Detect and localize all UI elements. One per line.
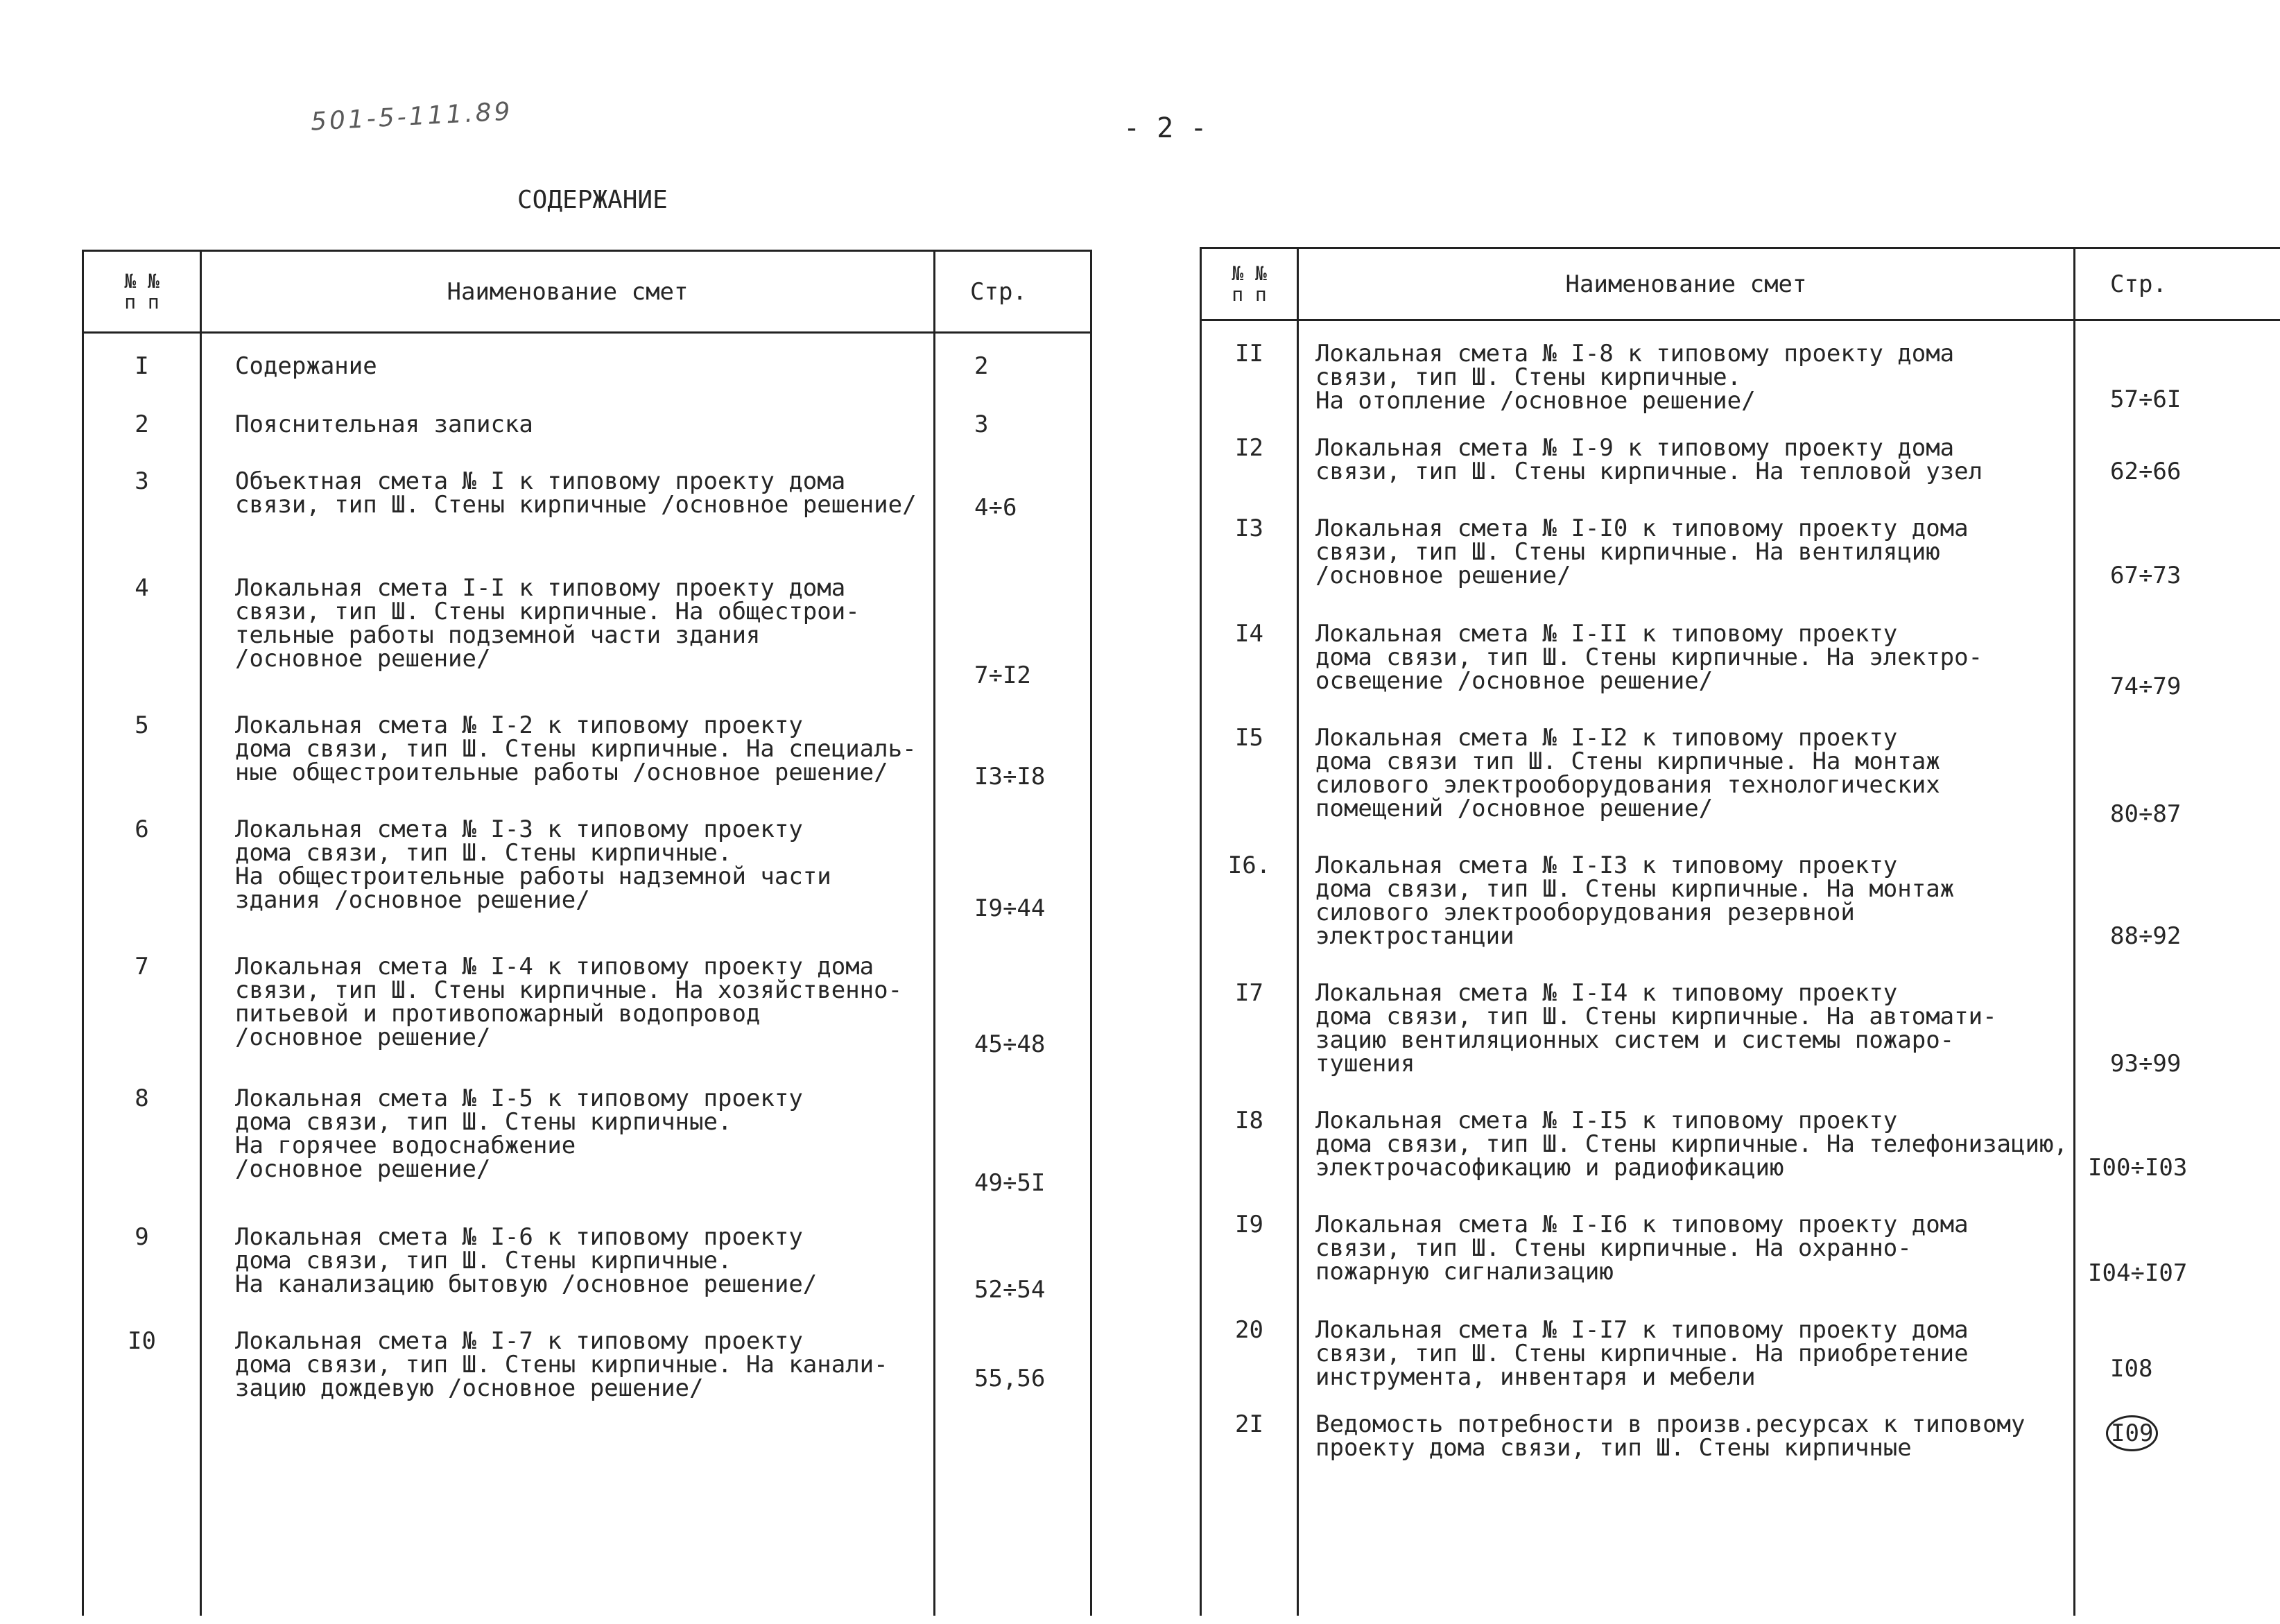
table-row xyxy=(1201,342,2280,436)
header-name: Наименование смет xyxy=(201,251,935,333)
table-header-row xyxy=(1201,248,2280,320)
row-number: 20 xyxy=(1201,1318,1298,1413)
header-number: № № п п xyxy=(1201,248,1298,320)
row-page: 93÷99 xyxy=(2075,981,2280,1109)
row-name: Локальная смета № I-2 к типовому проекту дома связи, тип Ш. Стены кирпичные. На специаль- ные общестроительные работы /основное решение/ xyxy=(201,714,935,818)
document-code: 501-5-111.89 xyxy=(310,97,514,137)
row-number: 6 xyxy=(83,818,201,955)
table-row xyxy=(1201,1109,2280,1213)
row-page: 49÷5I xyxy=(935,1087,1091,1225)
table-row xyxy=(83,955,1091,1087)
row-number: I3 xyxy=(1201,517,1298,622)
page-number: - 2 - xyxy=(1123,112,1207,144)
row-name: Локальная смета № I-I7 к типовому проекту дома связи, тип Ш. Стены кирпичные. На приобретение инструмента, инвентаря и мебели xyxy=(1298,1318,2075,1413)
row-number: 5 xyxy=(83,714,201,818)
row-page: I08 xyxy=(2075,1318,2280,1413)
toc-table-left xyxy=(82,250,1092,1616)
row-name: Локальная смета I-I к типовому проекту дома связи, тип Ш. Стены кирпичные. На общестрои- тельные работы подземной части здания /основное решение/ xyxy=(201,576,935,714)
row-name: Локальная смета № I-5 к типовому проекту дома связи, тип Ш. Стены кирпичные. На горячее водоснабжение /основное решение/ xyxy=(201,1087,935,1225)
row-number: II xyxy=(1201,342,1298,436)
page-title: СОДЕРЖАНИЕ xyxy=(517,186,668,214)
row-page: I00÷I03 xyxy=(2075,1109,2280,1213)
row-page: 80÷87 xyxy=(2075,726,2280,854)
row-name: Объектная смета № I к типовому проекту дома связи, тип Ш. Стены кирпичные /основное решение/ xyxy=(201,469,935,576)
table-row xyxy=(1201,1318,2280,1413)
table-row xyxy=(83,469,1091,576)
row-name: Локальная смета № I-I0 к типовому проекту дома связи, тип Ш. Стены кирпичные. На вентиляцию /основное решение/ xyxy=(1298,517,2075,622)
toc-table-right xyxy=(1200,247,2280,1616)
row-name: Локальная смета № I-II к типовому проекту дома связи, тип Ш. Стены кирпичные. На электро- освещение /основное решение/ xyxy=(1298,622,2075,726)
row-number: I4 xyxy=(1201,622,1298,726)
row-page: 74÷79 xyxy=(2075,622,2280,726)
row-page xyxy=(2075,1413,2280,1496)
header-page: Стр. xyxy=(2075,248,2280,320)
table-row xyxy=(1201,726,2280,854)
table-row xyxy=(83,1329,1091,1419)
table-row xyxy=(1201,1213,2280,1318)
table-row xyxy=(1201,436,2280,517)
row-number: I2 xyxy=(1201,436,1298,517)
table-row xyxy=(1201,622,2280,726)
row-name: Локальная смета № I-I4 к типовому проекту дома связи, тип Ш. Стены кирпичные. На автомати- зацию вентиляционных систем и системы пожаро- тушения xyxy=(1298,981,2075,1109)
row-page: I3÷I8 xyxy=(935,714,1091,818)
row-page: 3 xyxy=(935,413,1091,469)
row-name: Локальная смета № I-4 к типовому проекту дома связи, тип Ш. Стены кирпичные. На хозяйственно- питьевой и противопожарный водопровод /основное решение/ xyxy=(201,955,935,1087)
table-row xyxy=(83,354,1091,413)
row-name: Содержание xyxy=(201,354,935,413)
row-page: 88÷92 xyxy=(2075,854,2280,981)
row-page: 55,56 xyxy=(935,1329,1091,1419)
row-name: Локальная смета № I-I6 к типовому проекту дома связи, тип Ш. Стены кирпичные. На охранно- пожарную сигнализацию xyxy=(1298,1213,2075,1318)
row-number: 2I xyxy=(1201,1413,1298,1496)
row-number: 4 xyxy=(83,576,201,714)
row-page: 7÷I2 xyxy=(935,576,1091,714)
row-page: 45÷48 xyxy=(935,955,1091,1087)
row-name: Локальная смета № I-3 к типовому проекту дома связи, тип Ш. Стены кирпичные. На общестроительные работы надземной части здания /основное решение/ xyxy=(201,818,935,955)
table-row xyxy=(1201,981,2280,1109)
row-name: Локальная смета № I-9 к типовому проекту дома связи, тип Ш. Стены кирпичные. На тепловой узел xyxy=(1298,436,2075,517)
table-row xyxy=(83,818,1091,955)
row-number: 3 xyxy=(83,469,201,576)
row-page: 4÷6 xyxy=(935,469,1091,576)
row-name: Локальная смета № I-7 к типовому проекту дома связи, тип Ш. Стены кирпичные. На канали- зацию дождевую /основное решение/ xyxy=(201,1329,935,1419)
row-number: I0 xyxy=(83,1329,201,1419)
row-number: 9 xyxy=(83,1225,201,1329)
row-name: Локальная смета № I-6 к типовому проекту дома связи, тип Ш. Стены кирпичные. На канализацию бытовую /основное решение/ xyxy=(201,1225,935,1329)
header-page: Стр. xyxy=(935,251,1091,333)
row-number: I9 xyxy=(1201,1213,1298,1318)
row-page: I04÷I07 xyxy=(2075,1213,2280,1318)
table-row xyxy=(83,413,1091,469)
table-row xyxy=(1201,854,2280,981)
row-number: 2 xyxy=(83,413,201,469)
row-name: Локальная смета № I-I3 к типовому проекту дома связи, тип Ш. Стены кирпичные. На монтаж силового электрооборудования резервной электростанции xyxy=(1298,854,2075,981)
row-number: I6. xyxy=(1201,854,1298,981)
header-number: № № п п xyxy=(83,251,201,333)
table-row xyxy=(83,714,1091,818)
row-name: Локальная смета № I-I5 к типовому проекту дома связи, тип Ш. Стены кирпичные. На телефонизацию, электрочасофикацию и радиофикацию xyxy=(1298,1109,2075,1213)
row-page: 67÷73 xyxy=(2075,517,2280,622)
table-row xyxy=(83,1225,1091,1329)
row-number: I8 xyxy=(1201,1109,1298,1213)
table-row xyxy=(1201,517,2280,622)
row-page: I9÷44 xyxy=(935,818,1091,955)
row-number: I xyxy=(83,354,201,413)
row-page: 52÷54 xyxy=(935,1225,1091,1329)
table-row xyxy=(1201,1413,2280,1496)
table-header-row xyxy=(83,251,1091,333)
header-name: Наименование смет xyxy=(1298,248,2075,320)
row-name: Локальная смета № I-I2 к типовому проекту дома связи тип Ш. Стены кирпичные. На монтаж силового электрооборудования технологических помещений /основное решение/ xyxy=(1298,726,2075,854)
row-name: Локальная смета № I-8 к типовому проекту дома связи, тип Ш. Стены кирпичные. На отопление /основное решение/ xyxy=(1298,342,2075,436)
row-name: Ведомость потребности в произв.ресурсах к типовому проекту дома связи, тип Ш. Стены кирпичные xyxy=(1298,1413,2075,1496)
table-row xyxy=(83,1087,1091,1225)
row-page: 62÷66 xyxy=(2075,436,2280,517)
circled-page-number: I09 xyxy=(2106,1415,2158,1451)
row-number: 8 xyxy=(83,1087,201,1225)
row-number: 7 xyxy=(83,955,201,1087)
row-number: I5 xyxy=(1201,726,1298,854)
row-page: 2 xyxy=(935,354,1091,413)
row-name: Пояснительная записка xyxy=(201,413,935,469)
row-page: 57÷6I xyxy=(2075,342,2280,436)
table-row xyxy=(83,576,1091,714)
row-number: I7 xyxy=(1201,981,1298,1109)
